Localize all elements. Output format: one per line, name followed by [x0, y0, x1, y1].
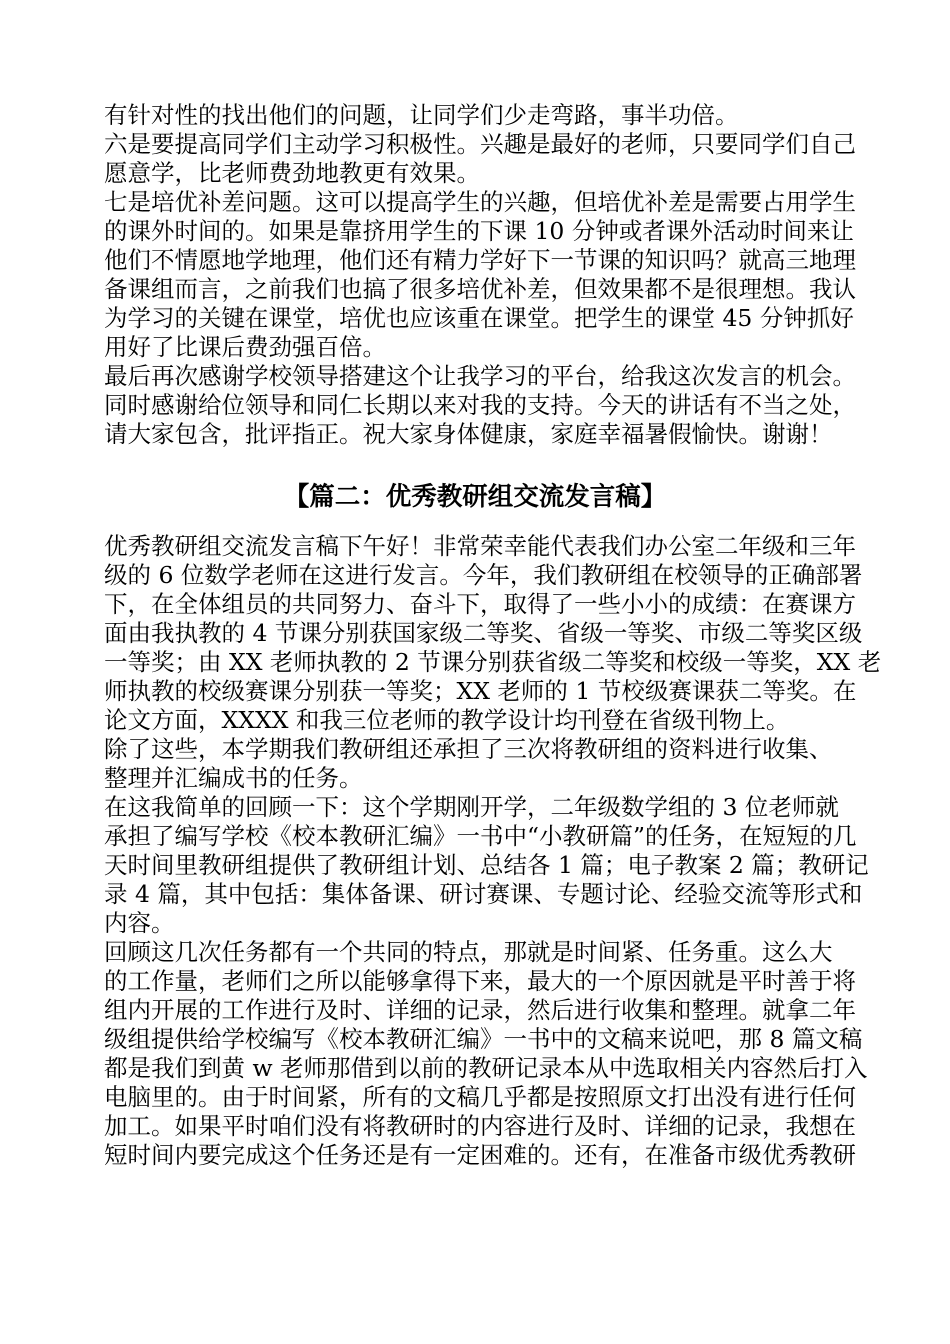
paragraph-line: 内容。 [104, 909, 175, 937]
paragraph-line: 最后再次感谢学校领导搭建这个让我学习的平台，给我这次发言的机会。 [104, 362, 856, 390]
paragraph-line: 的课外时间的。如果是靠挤用学生的下课 10 分钟或者课外活动时间来让 [104, 217, 854, 245]
paragraph-line: 电脑里的。由于时间紧，所有的文稿几乎都是按照原文打出没有进行任何 [104, 1083, 856, 1111]
paragraph-line: 愿意学，比老师费劲地教更有效果。 [104, 159, 480, 187]
paragraph-line: 有针对性的找出他们的问题，让同学们少走弯路，事半功倍。 [104, 101, 739, 129]
paragraph-line: 短时间内要完成这个任务还是有一定困难的。还有，在准备市级优秀教研 [104, 1141, 856, 1169]
paragraph-line: 师执教的校级赛课分别获一等奖；XX 老师的 1 节校级赛课获二等奖。在 [104, 677, 857, 705]
paragraph-line: 一等奖；由 XX 老师执教的 2 节课分别获省级二等奖和校级一等奖，XX 老 [104, 648, 882, 676]
paragraph-line: 用好了比课后费劲强百倍。 [104, 333, 386, 361]
paragraph-line: 优秀教研组交流发言稿下午好！非常荣幸能代表我们办公室二年级和三年 [104, 532, 856, 560]
section-one-body [104, 101, 864, 449]
paragraph-line: 录 4 篇，其中包括：集体备课、研讨赛课、专题讨论、经验交流等形式和 [104, 880, 863, 908]
paragraph-line: 回顾这几次任务都有一个共同的特点，那就是时间紧、任务重。这么大 [104, 938, 833, 966]
paragraph-line: 同时感谢给位领导和同仁长期以来对我的支持。今天的讲话有不当之处， [104, 391, 856, 419]
paragraph-line: 都是我们到黄 w 老师那借到以前的教研记录本从中选取相关内容然后打入 [104, 1054, 868, 1082]
paragraph-line: 承担了编写学校《校本教研汇编》一书中“小教研篇”的任务，在短短的几 [104, 822, 857, 850]
paragraph-line: 请大家包含，批评指正。祝大家身体健康，家庭幸福暑假愉快。谢谢！ [104, 420, 833, 448]
section-two-body [104, 532, 882, 1170]
paragraph-line: 级组提供给学校编写《校本教研汇编》一书中的文稿来说吧，那 8 篇文稿 [104, 1025, 863, 1053]
paragraph-line: 组内开展的工作进行及时、详细的记录，然后进行收集和整理。就拿二年 [104, 996, 856, 1024]
paragraph-line: 面由我执教的 4 节课分别获国家级二等奖、省级一等奖、市级二等奖区级 [104, 619, 863, 647]
paragraph-line: 下，在全体组员的共同努力、奋斗下，取得了一些小小的成绩：在赛课方 [104, 590, 856, 618]
paragraph-line: 六是要提高同学们主动学习积极性。兴趣是最好的老师，只要同学们自己 [104, 130, 856, 158]
paragraph-line: 加工。如果平时咱们没有将教研时的内容进行及时、详细的记录，我想在 [104, 1112, 856, 1140]
paragraph-line: 在这我简单的回顾一下：这个学期刚开学，二年级数学组的 3 位老师就 [104, 793, 839, 821]
paragraph-line: 论文方面，XXXX 和我三位老师的教学设计均刊登在省级刊物上。 [104, 706, 790, 734]
paragraph-line: 备课组而言，之前我们也搞了很多培优补差，但效果都不是很理想。我认 [104, 275, 856, 303]
paragraph-line: 的工作量，老师们之所以能够拿得下来，最大的一个原因就是平时善于将 [104, 967, 856, 995]
paragraph-line: 天时间里教研组提供了教研组计划、总结各 1 篇；电子教案 2 篇；教研记 [104, 851, 869, 879]
paragraph-line: 为学习的关键在课堂，培优也应该重在课堂。把学生的课堂 45 分钟抓好 [104, 304, 854, 332]
paragraph-line: 他们不情愿地学地理，他们还有精力学好下一节课的知识吗？就高三地理 [104, 246, 856, 274]
paragraph-line: 整理并汇编成书的任务。 [104, 764, 363, 792]
paragraph-line: 级的 6 位数学老师在这进行发言。今年，我们教研组在校领导的正确部署 [104, 561, 863, 589]
paragraph-line: 七是培优补差问题。这可以提高学生的兴趣，但培优补差是需要占用学生 [104, 188, 856, 216]
section-heading: 【篇二：优秀教研组交流发言稿】 [283, 482, 667, 512]
paragraph-line: 除了这些，本学期我们教研组还承担了三次将教研组的资料进行收集、 [104, 735, 833, 763]
